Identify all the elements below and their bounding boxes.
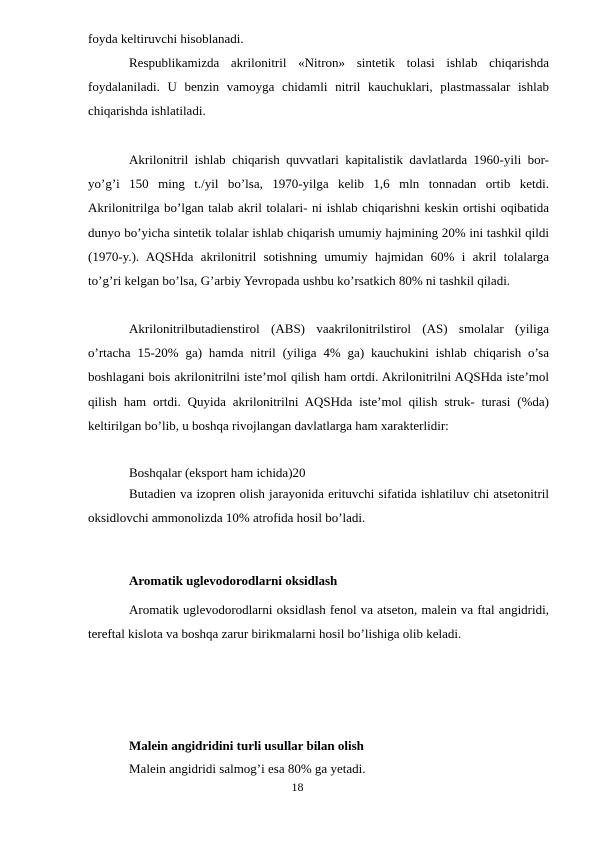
list-item-others: Boshqalar (eksport ham ichida)20: [129, 465, 306, 480]
paragraph-nitron: Respublikamizda akrilonitril «Nitron» sintetik tolasi ishlab chiqarishda foydalaniladi. U benzin vamoyga chidamli nitril kauchuklari, plastmassalar ishlab chiqarishda ishlatiladi.: [88, 55, 549, 119]
section-heading-maleic-anhydride: Malein angidridini turli usullar bilan olish: [129, 738, 364, 753]
section-heading-aromatic-oxidation: Aromatik uglevodorodlarni oksidlash: [129, 573, 338, 588]
paragraph-maleic-anhydride-share: Malein angidridi salmog’i esa 80% ga yetadi.: [129, 761, 366, 776]
page-number: 18: [291, 780, 304, 794]
paragraph-consumption: Akrilonitrilbutadienstirol (ABS) vaakrilonitrilstirol (AS) smolalar (yiliga o’rtacha 15-20% ga) hamda nitril (yiliga 4% ga) kauchukini ishlab chiqarish o’sa boshlagani bois akrilonitrilni iste’mol qilish ham ortdi. Akrilonitrilni AQSHda iste’mol qilish ham ortdi. Quyida akrilonitrilni AQSHda iste’mol qilish struk- turasi (%da) keltirilgan bo’lib, u boshqa rivojlangan davlatlarga ham xarakterlidir:: [88, 321, 549, 433]
paragraph-continuation: foyda keltiruvchi hisoblanadi.: [88, 31, 244, 46]
paragraph-acetonitrile: Butadien va izopren olish jarayonida erituvchi sifatida ishlatiluv chi atsetonitril oksidlovchi ammonolizda 10% atrofida hosil bo’ladi.: [88, 486, 549, 526]
paragraph-aromatic-oxidation: Aromatik uglevodorodlarni oksidlash fenol va atseton, malein va ftal angidridi, tereftal kislota va boshqa zarur birikmalarni hosil bo’lishiga olib keladi.: [88, 602, 549, 642]
paragraph-production-capacity: Akrilonitril ishlab chiqarish quvvatlari kapitalistik davlatlarda 1960-yili bor-yo’g’i 150 ming t./yil bo’lsa, 1970-yilga kelib 1,6 mln tonnadan ortib ketdi. Akrilonitrilga bo’lgan talab akril tolalari- ni ishlab chiqarishni keskin ortishi oqibatida dunyo bo’yicha sintetik tolalar ishlab chiqarish umumiy hajmining 20% ini tashkil qildi (1970-y.). AQSHda akrilonitril sotishning umumiy hajmidan 60% i akril tolalarga to’g’ri kelgan bo’lsa, G’arbiy Yevropada ushbu ko’rsatkich 80% ni tashkil qiladi.: [88, 152, 549, 289]
